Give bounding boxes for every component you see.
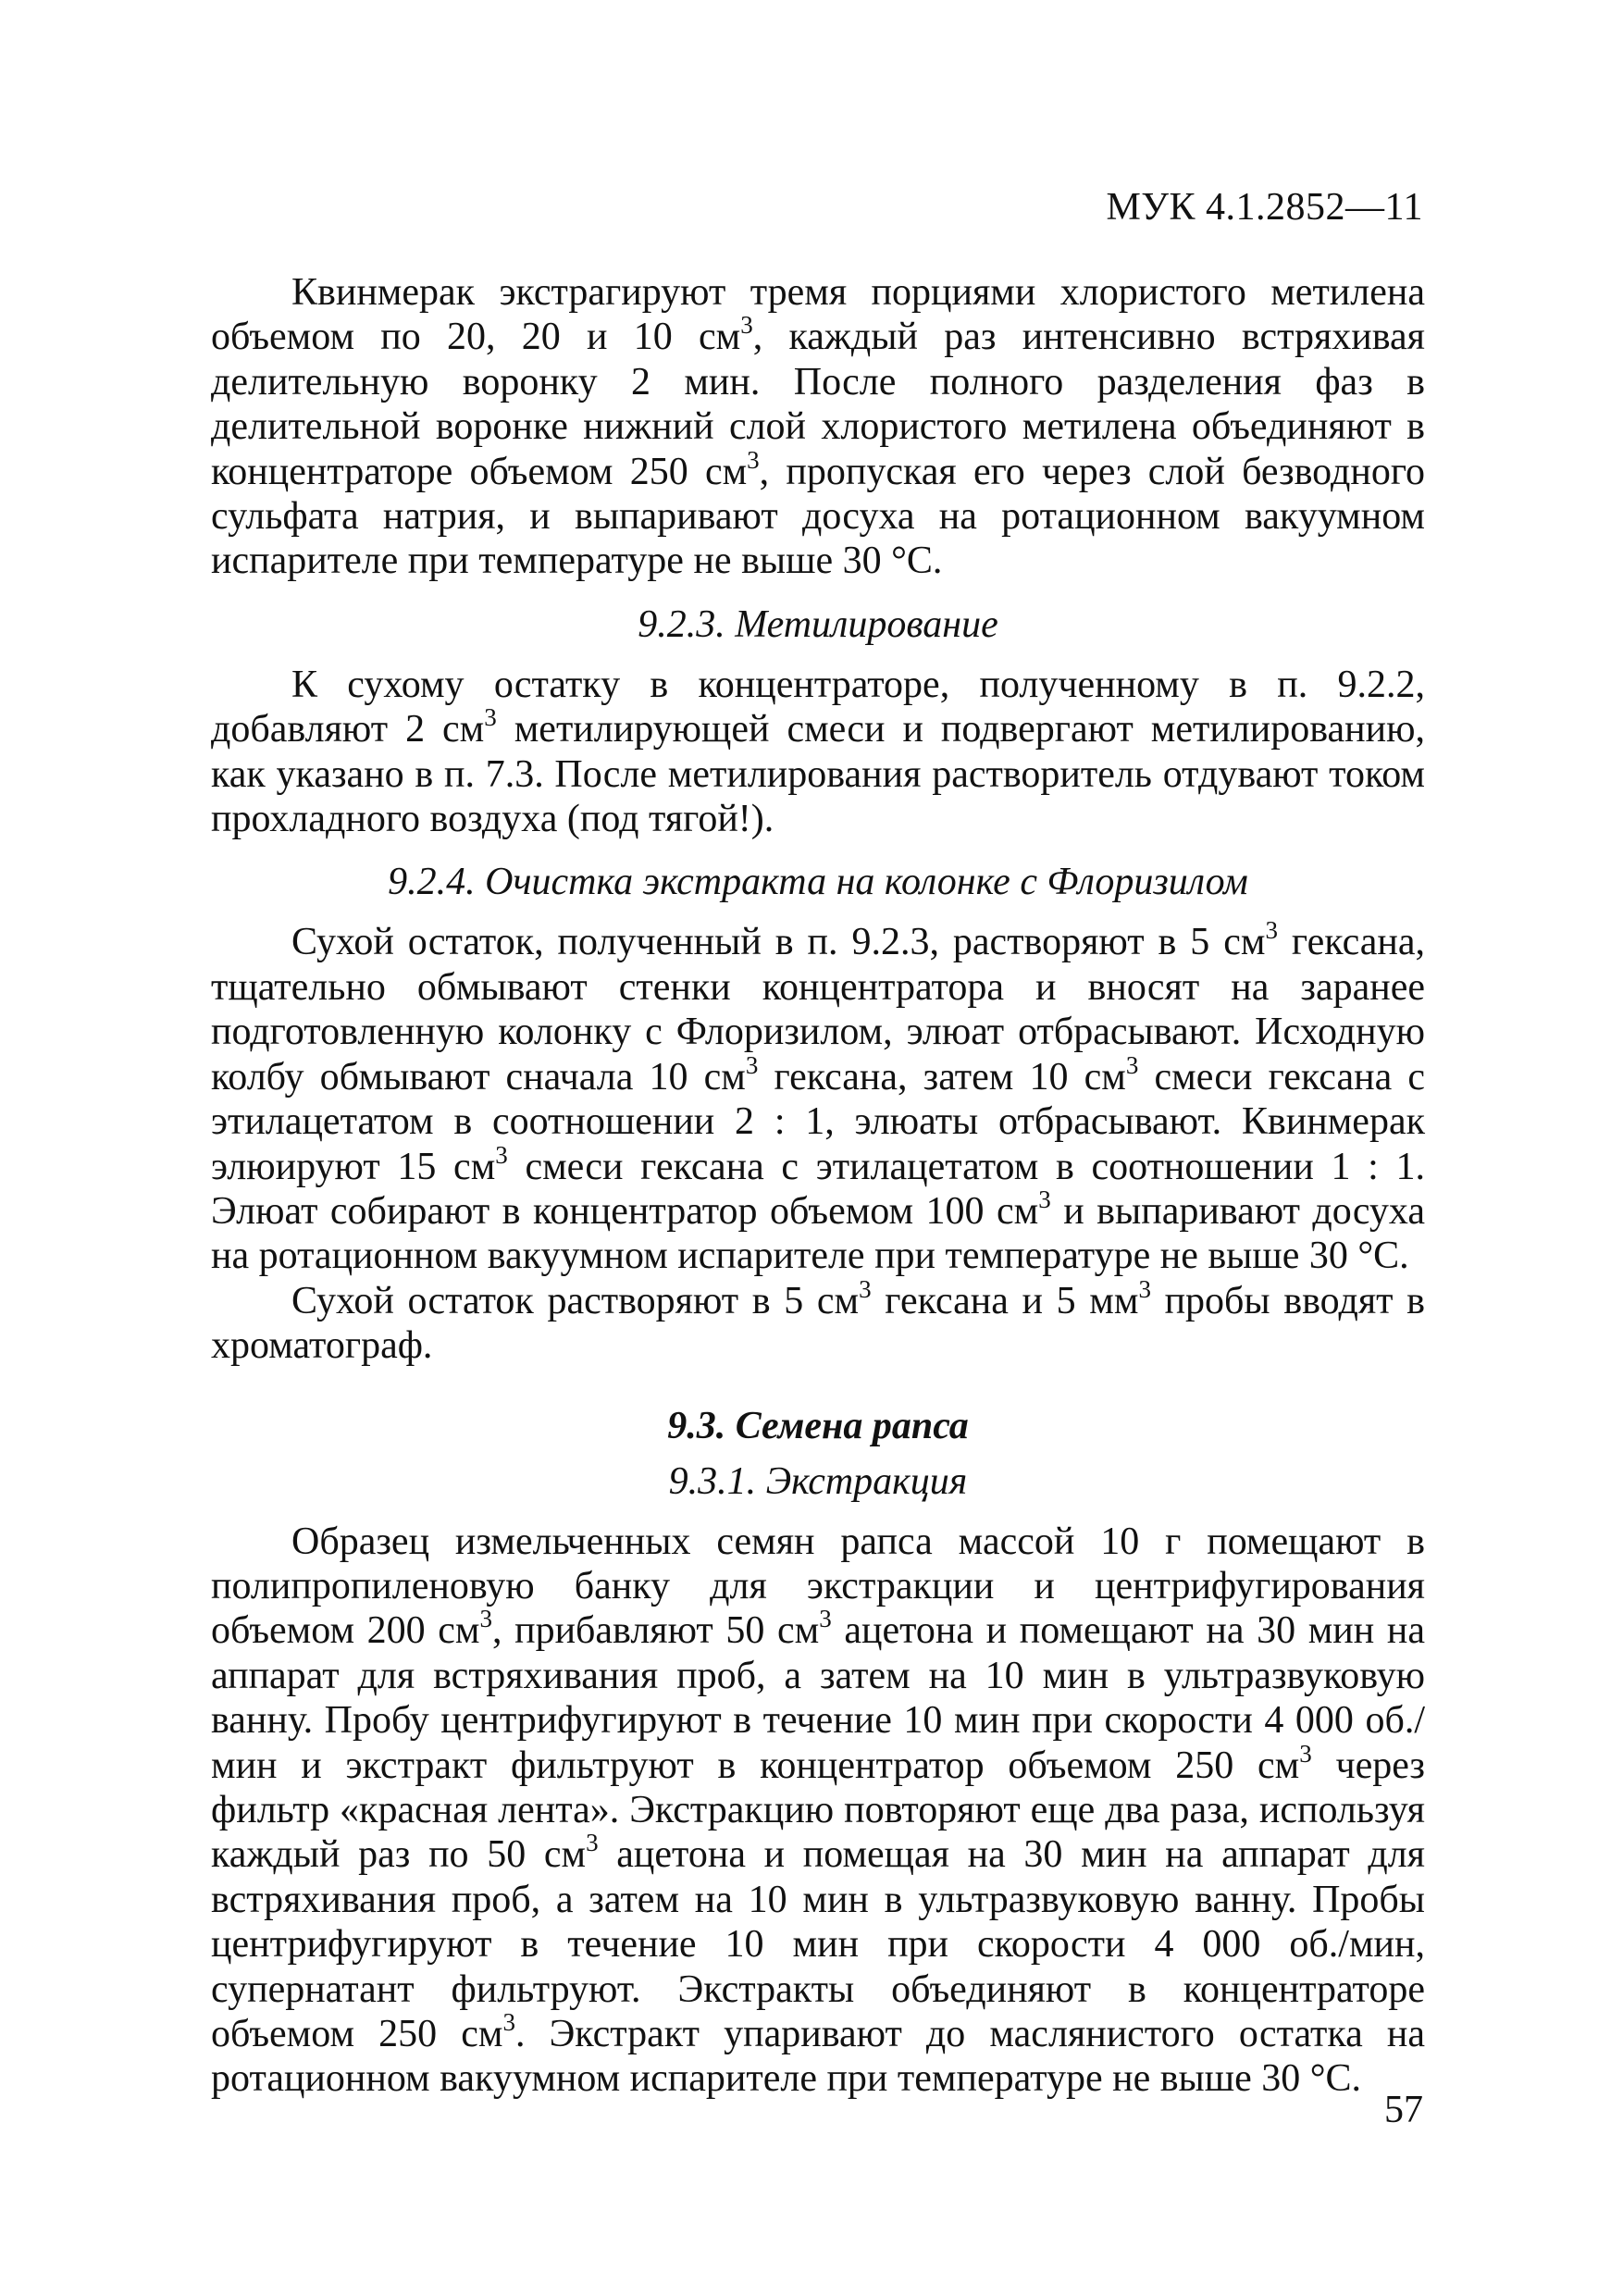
heading-9-2-4-florisil-cleanup: 9.2.4. Очистка экстракта на колонке с Флоризилом: [388, 861, 1248, 904]
heading-9-3-rapeseed: 9.3. Семена рапса: [667, 1404, 969, 1447]
paragraph-methylation: К сухому остатку в концентраторе, полученному в п. 9.2.2, добавляют 2 $см^3$ метилирующей смеси и подвергают метилированию, как указано в п. 7.3. После метилирования растворитель отдувают током прохладного воздуха (под тягой!).: [211, 663, 1425, 841]
paragraph-dry-residue-injection: Сухой остаток растворяют в 5 $см^3$ гексана и 5 $мм^3$ пробы вводят в хроматограф.: [211, 1274, 1425, 1368]
heading-9-3-1-extraction: 9.3.1. Экстракция: [668, 1459, 968, 1503]
heading-9-2-3-methylation: 9.2.3. Метилирование: [638, 602, 998, 646]
document-code-header: МУК 4.1.2852—11: [1106, 186, 1423, 229]
paragraph-extraction-methylene-chloride: Квинмерак экстрагируют тремя порциями хлористого метилена объемом по 20, 20 и 10 $см^3$, каждый раз интенсивно встряхивая делительную воронку 2 мин. После полного разделения фаз в делительной воронке нижний слой хлористого метилена объединяют в концентраторе объемом 250 $см^3$, пропуская его через слой безводного сульфата натрия, и выпаривают досуха на ротационном вакуумном испарителе при температуре не выше 30 °С.: [211, 271, 1425, 583]
page-number: 57: [1384, 2089, 1423, 2131]
paragraph-florisil-cleanup: Сухой остаток, полученный в п. 9.2.3, растворяют в 5 $см^3$ гексана, тщательно обмывают стенки концентратора и вносят на заранее подготовленную колонку с Флоризилом, элюат отбрасывают. Исходную колбу обмывают сначала 10 $см^3$ гексана, затем 10 $см^3$ смеси гексана с этилацетатом в соотношении 2 : 1, элюаты отбрасывают. Квинмерак элюируют 15 $см^3$ смеси гексана с этилацетатом в соотношении 1 : 1. Элюат собирают в концентратор объемом 100 $см^3$ и выпаривают досуха на ротационном вакуумном испарителе при температуре не выше 30 °С.: [211, 916, 1425, 1278]
paragraph-rapeseed-extraction: Образец измельченных семян рапса массой 10 г помещают в полипропиленовую банку для экстракции и центрифугирования объемом 200 $см^3$, прибавляют 50 $см^3$ ацетона и помещают на 30 мин на аппарат для встряхивания проб, а затем на 10 мин в ультразвуковую ванну. Пробу центрифугируют в течение 10 мин при скорости 4 000 об./мин и экстракт фильтруют в концентратор объемом 250 $см^3$ через фильтр «красная лента». Экстракцию повторяют еще два раза, используя каждый раз по 50 $см^3$ ацетона и помещая на 30 мин на аппарат для встряхивания проб, а затем на 10 мин в ультразвуковую ванну. Пробы центрифугируют в течение 10 мин при скорости 4 000 об./мин, супернатант фильтруют. Экстракты объединяют в концентраторе объемом 250 $см^3$. Экстракт упаривают до маслянистого остатка на ротационном вакуумном испарителе при температуре не выше 30 °С.: [211, 1520, 1425, 2101]
page-body: [211, 270, 1425, 2102]
